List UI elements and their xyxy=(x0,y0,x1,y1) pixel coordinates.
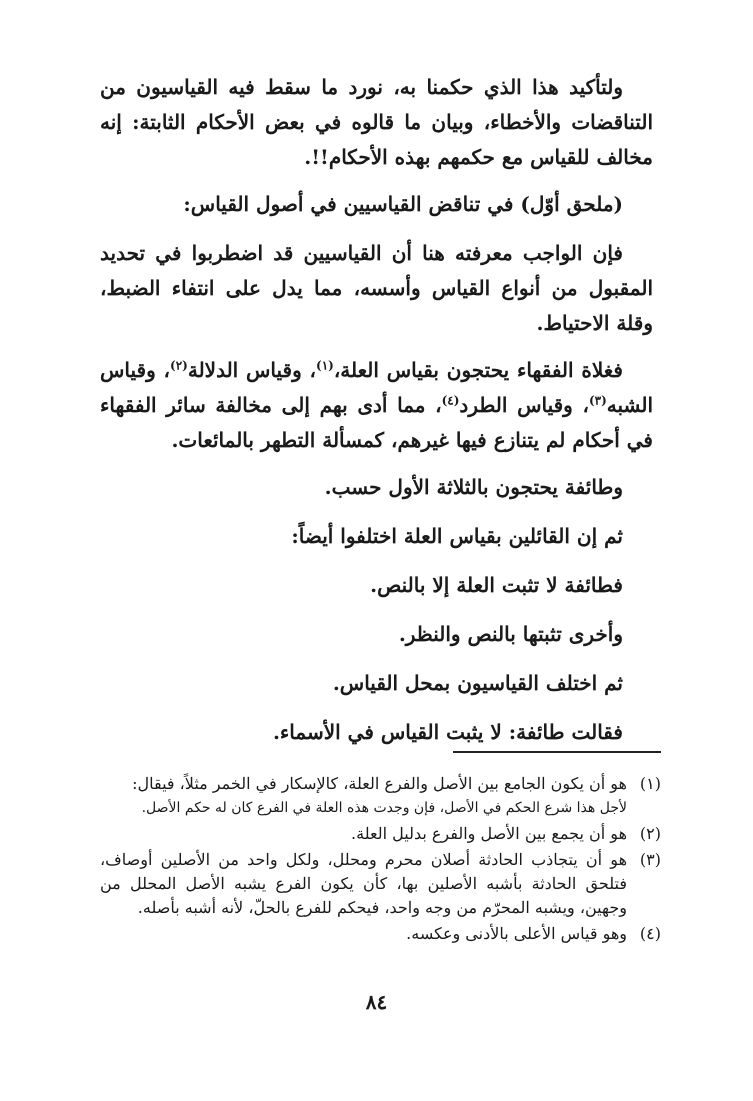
footnote-text: هو أن يتجاذب الحادثة أصلان محرم ومحلل، ولكل واحد من الأصلين أوصاف، فتلحق الحادثة بأشبه الأصلين بها، كأن يكون الفرع يشبه الأصل المحلل من وجهين، ويشبه المحرّم من وجه واحد، فيحكم للفرع بالحلّ، لأنه أشبه بأصله. xyxy=(100,850,627,917)
footnote-number: (٣) xyxy=(639,850,661,869)
footnote-2 xyxy=(100,822,661,846)
footnote-ref-1: (١) xyxy=(316,358,334,373)
footnote-4 xyxy=(100,922,661,946)
line-text-and-reason: وأخرى تثبتها بالنص والنظر. xyxy=(398,622,623,646)
main-text xyxy=(100,70,653,764)
footnote-text: وهو قياس الأعلى بالأدنى وعكسه. xyxy=(406,924,627,943)
line-names: فقالت طائفة: لا يثبت القياس في الأسماء. xyxy=(272,720,623,744)
footnote-divider xyxy=(453,751,661,753)
footnote-text: هو أن يكون الجامع بين الأصل والفرع العلة، كالإسكار في الخمر مثلاً، فيقال: xyxy=(132,774,627,793)
footnote-1 xyxy=(100,772,661,820)
text-segment: ، وقياس الطرد xyxy=(459,393,589,417)
footnote-ref-4: (٤) xyxy=(441,393,460,408)
page-number: ٨٤ xyxy=(365,990,388,1014)
footnote-number: (١) xyxy=(639,774,661,793)
text-segment: ، مما أدى بهم إلى مخالفة سائر الفقهاء في أحكام لم يتنازع فيها غيرهم، كمسألة التطهر بالمائعات. xyxy=(100,393,653,452)
footnote-number: (٤) xyxy=(639,924,661,943)
text-segment: فغلاة الفقهاء يحتجون بقياس العلة، xyxy=(333,358,623,382)
footnote-ref-3: (٣) xyxy=(588,393,607,408)
paragraph-definition: فإن الواجب معرفته هنا أن القياسيين قد اضطربوا في تحديد المقبول من أنواع القياس وأسسه، مما يدل على انتفاء الضبط، وقلة الاحتياط. xyxy=(100,241,653,335)
paragraph-analogy-types xyxy=(100,353,653,458)
line-scope-disagreement: ثم اختلف القياسيون بمحل القياس. xyxy=(332,671,623,695)
section-heading: (ملحق أوّل) في تناقض القياسيين في أصول القياس: xyxy=(183,192,623,216)
footnote-text-continued: لأجل هذا شرع الحكم في الأصل، فإن وجدت هذه العلة في الفرع كان له حكم الأصل. xyxy=(141,800,627,816)
footnote-ref-2: (٢) xyxy=(170,358,188,373)
footnotes xyxy=(100,772,661,948)
text-segment: ، وقياس الدلالة xyxy=(187,358,317,382)
text-segment: ، وقياس الشبه xyxy=(100,358,654,417)
footnote-text: هو أن يجمع بين الأصل والفرع بدليل العلة. xyxy=(351,824,627,843)
line-cause-disagreement: ثم إن القائلين بقياس العلة اختلفوا أيضاً: xyxy=(291,524,623,548)
line-text-only: فطائفة لا تثبت العلة إلا بالنص. xyxy=(370,573,623,597)
footnote-number: (٢) xyxy=(639,824,661,843)
paragraph-intro: ولتأكيد هذا الذي حكمنا به، نورد ما سقط فيه القياسيون من التناقضات والأخطاء، وبيان ما قالوه في بعض الأحكام الثابتة: إنه مخالف للقياس مع حكمهم بهذه الأحكام!!. xyxy=(100,75,653,169)
line-group-three: وطائفة يحتجون بالثلاثة الأول حسب. xyxy=(324,475,623,499)
footnote-3 xyxy=(100,848,661,920)
